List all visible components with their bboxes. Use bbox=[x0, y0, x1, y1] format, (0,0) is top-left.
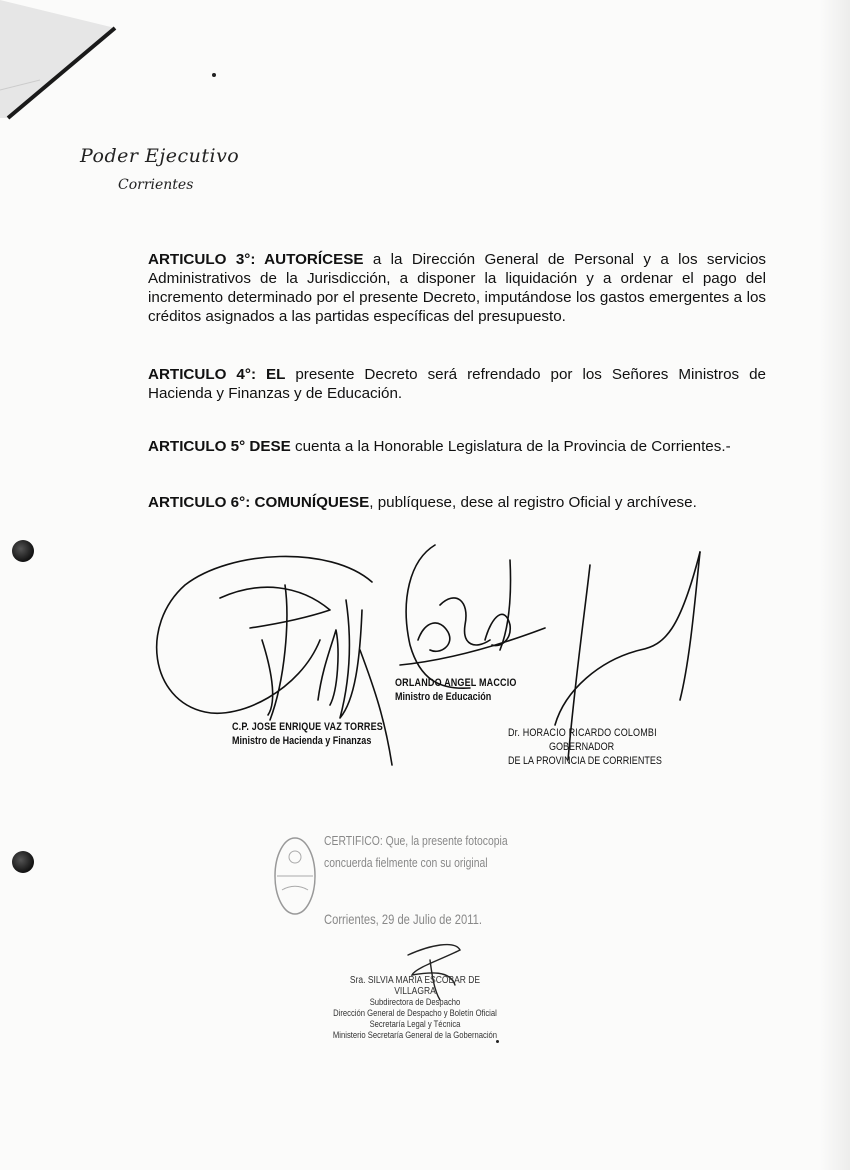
article-3-body: a la Dirección General de Personal y a los servicios Administrativos de la Jurisdicción, a disponer la liquidación y a ordenar el pago del incremento determinado por el presente Decreto, imputándose los gastos emergentes a los créditos asignados a las partidas específicas del presupuesto. bbox=[148, 251, 766, 325]
signatory-role: Ministro de Educación bbox=[395, 691, 492, 703]
signatory-role: Ministro de Hacienda y Finanzas bbox=[232, 735, 372, 747]
article-4-body: presente Decreto será refrendado por los Señores Ministros de Hacienda y Finanzas y de Educación. bbox=[148, 366, 766, 402]
scan-edge-shadow bbox=[820, 0, 850, 1170]
signatory-name: ORLANDO ANGEL MACCIO bbox=[395, 677, 517, 689]
signatory-name: C.P. JOSE ENRIQUE VAZ TORRES bbox=[232, 721, 383, 733]
certifier-block bbox=[330, 975, 500, 1041]
certifier-role: Subdirectora de Despacho bbox=[369, 997, 461, 1007]
certifier-role: Ministerio Secretaría General de la Gobernación bbox=[332, 1030, 498, 1040]
ink-speck bbox=[212, 73, 216, 77]
certifier-name: Sra. SILVIA MARIA ESCOBAR DE VILLAGRA bbox=[349, 975, 481, 997]
article-5-body: cuenta a la Honorable Legislatura de la Provincia de Corrientes.- bbox=[290, 438, 731, 455]
signatory-vaz-torres bbox=[232, 720, 383, 748]
letterhead-title: Poder Ejecutivo bbox=[80, 145, 240, 167]
certification-stamp bbox=[272, 825, 532, 935]
certification-text: CERTIFICO: Que, la presente fotocopia bbox=[324, 833, 508, 848]
certifier-role: Dirección General de Despacho y Boletín Oficial bbox=[333, 1008, 497, 1018]
letterhead bbox=[80, 145, 239, 193]
certifier-role: Secretaría Legal y Técnica bbox=[369, 1019, 461, 1029]
article-4 bbox=[148, 365, 766, 403]
article-5-heading: ARTICULO 5° DESE bbox=[148, 438, 291, 455]
article-5 bbox=[148, 437, 766, 456]
letterhead-subtitle: Corrientes bbox=[118, 177, 194, 193]
signatory-name: Dr. HORACIO RICARDO COLOMBI bbox=[508, 727, 657, 739]
signatory-role: GOBERNADOR bbox=[549, 741, 615, 753]
signatory-maccio bbox=[395, 676, 517, 704]
punch-hole-bottom bbox=[12, 851, 34, 873]
certification-date: Corrientes, 29 de Julio de 2011. bbox=[324, 911, 482, 927]
ink-speck bbox=[496, 1040, 499, 1043]
article-4-heading: ARTICULO 4°: EL bbox=[148, 366, 286, 383]
article-6 bbox=[148, 493, 766, 512]
punch-hole-top bbox=[12, 540, 34, 562]
article-3-heading: ARTICULO 3°: AUTORÍCESE bbox=[148, 251, 364, 268]
folded-corner bbox=[0, 0, 130, 130]
signatory-role-detail: DE LA PROVINCIA DE CORRIENTES bbox=[508, 755, 662, 767]
provincial-seal-icon bbox=[272, 835, 318, 917]
article-6-heading: ARTICULO 6°: COMUNÍQUESE bbox=[148, 494, 370, 511]
signatory-colombi bbox=[508, 726, 662, 768]
article-6-body: , publíquese, dese al registro Oficial y archívese. bbox=[369, 494, 697, 511]
certification-text-2: concuerda fielmente con su original bbox=[324, 855, 488, 870]
article-3 bbox=[148, 250, 766, 326]
